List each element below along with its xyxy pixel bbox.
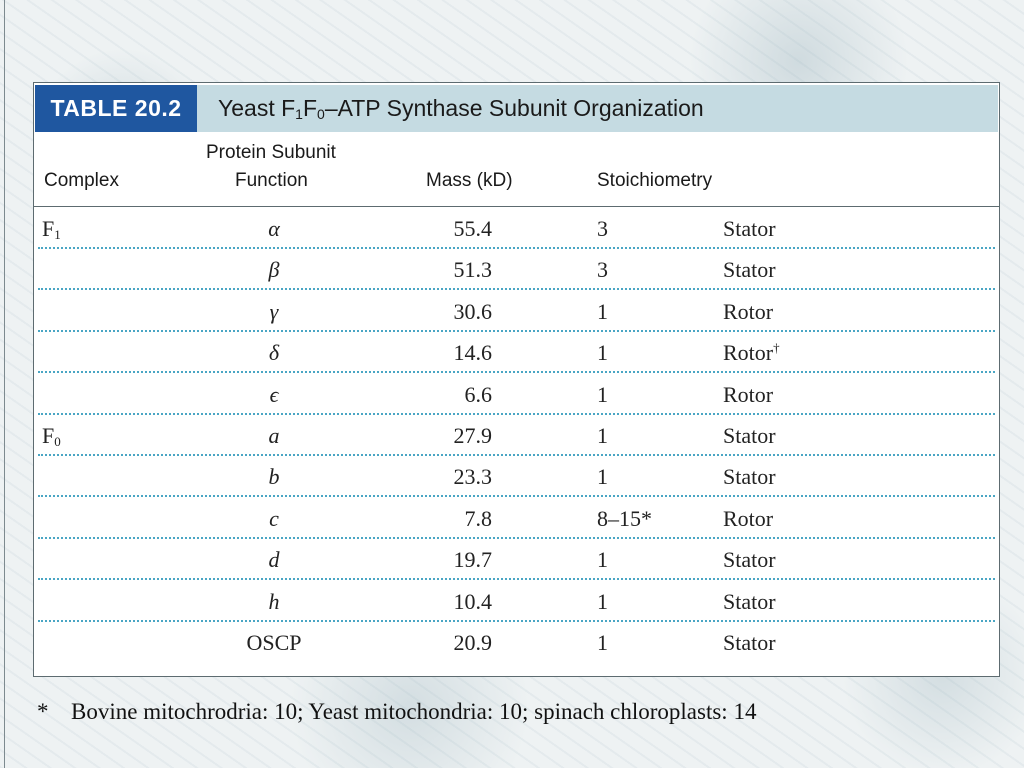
table-row: [34, 332, 999, 373]
subunit-cell: OSCP: [246, 630, 302, 655]
subunit-cell: δ: [268, 340, 280, 365]
stoichiometry-cell: 1: [597, 423, 608, 448]
mass-cell: 55.4: [453, 216, 492, 241]
header-stoichiometry: Stoichiometry: [597, 170, 713, 191]
mass-cell: 10.4: [453, 589, 492, 614]
stoichiometry-cell: 1: [597, 630, 608, 655]
table-panel: [33, 82, 1000, 677]
table-row: [34, 498, 999, 539]
subunit-cell: b: [268, 464, 280, 489]
role-cell: Stator: [723, 589, 776, 614]
header-complex: Complex: [44, 170, 119, 191]
mass-cell: 7.8: [464, 506, 492, 531]
row-divider: [38, 578, 995, 580]
header-mass: Mass (kD): [426, 170, 513, 191]
subunit-cell: a: [268, 423, 280, 448]
table-title-bar: [35, 85, 998, 132]
role-cell: Stator: [723, 464, 776, 489]
header-subunit-line1: Protein Subunit: [206, 142, 336, 163]
footnote-marker: *: [37, 699, 49, 724]
table-row: [34, 415, 999, 456]
table-row: [34, 374, 999, 415]
left-edge-rule: [4, 0, 5, 768]
role-cell: Rotor: [723, 382, 774, 407]
subunit-cell: β: [268, 257, 280, 282]
stoichiometry-cell: 1: [597, 464, 608, 489]
table-row: [34, 581, 999, 622]
complex-cell: $F_0$: [42, 423, 61, 449]
row-divider: [38, 495, 995, 497]
table-row: [34, 456, 999, 497]
table-row: [34, 208, 999, 249]
role-cell: Stator: [723, 630, 776, 655]
mass-cell: 14.6: [453, 340, 492, 365]
subunit-cell: ϵ: [269, 382, 279, 407]
role-cell: Stator: [723, 257, 776, 282]
stoichiometry-cell: 3: [597, 257, 608, 282]
role-cell: Stator: [723, 547, 776, 572]
mass-cell: 27.9: [453, 423, 492, 448]
table-row: [34, 249, 999, 290]
role-cell: Stator: [723, 423, 776, 448]
mass-cell: 30.6: [453, 299, 492, 324]
role-cell: Rotor: [723, 299, 774, 324]
mass-cell: 6.6: [464, 382, 492, 407]
stoichiometry-cell: 3: [597, 216, 608, 241]
role-cell: Rotor: [723, 506, 774, 531]
stoichiometry-cell: 1: [597, 340, 608, 365]
mass-cell: 23.3: [453, 464, 492, 489]
footnote: [37, 697, 756, 727]
row-divider: [38, 288, 995, 290]
stoichiometry-cell: 1: [597, 547, 608, 572]
subunit-cell: γ: [269, 299, 279, 324]
complex-cell: $F_1$: [42, 216, 61, 242]
header-subunit-line2: Function: [235, 170, 308, 191]
stoichiometry-cell: 1: [597, 382, 608, 407]
table-row: [34, 622, 999, 663]
stoichiometry-cell: 1: [597, 589, 608, 614]
stoichiometry-cell: 8–15*: [597, 506, 652, 531]
subunit-cell: α: [268, 216, 280, 241]
subunit-cell: d: [268, 547, 280, 572]
table-row: [34, 291, 999, 332]
table-title: Yeast $F_1F_0$–ATP Synthase Subunit Organization: [218, 95, 704, 122]
table-row: [34, 539, 999, 580]
footnote-text: Bovine mitochrodria: 10; Yeast mitochondria: 10; spinach chloroplasts: 14: [71, 699, 757, 724]
role-cell: Rotor†: [723, 340, 780, 365]
row-divider: [38, 371, 995, 373]
subunit-cell: c: [269, 506, 279, 531]
subunit-cell: h: [268, 589, 280, 614]
role-cell: Stator: [723, 216, 776, 241]
mass-cell: 19.7: [453, 547, 492, 572]
header-divider: [34, 206, 999, 207]
mass-cell: 51.3: [453, 257, 492, 282]
mass-cell: 20.9: [453, 630, 492, 655]
stoichiometry-cell: 1: [597, 299, 608, 324]
table-number-tag: TABLE 20.2: [35, 85, 197, 132]
